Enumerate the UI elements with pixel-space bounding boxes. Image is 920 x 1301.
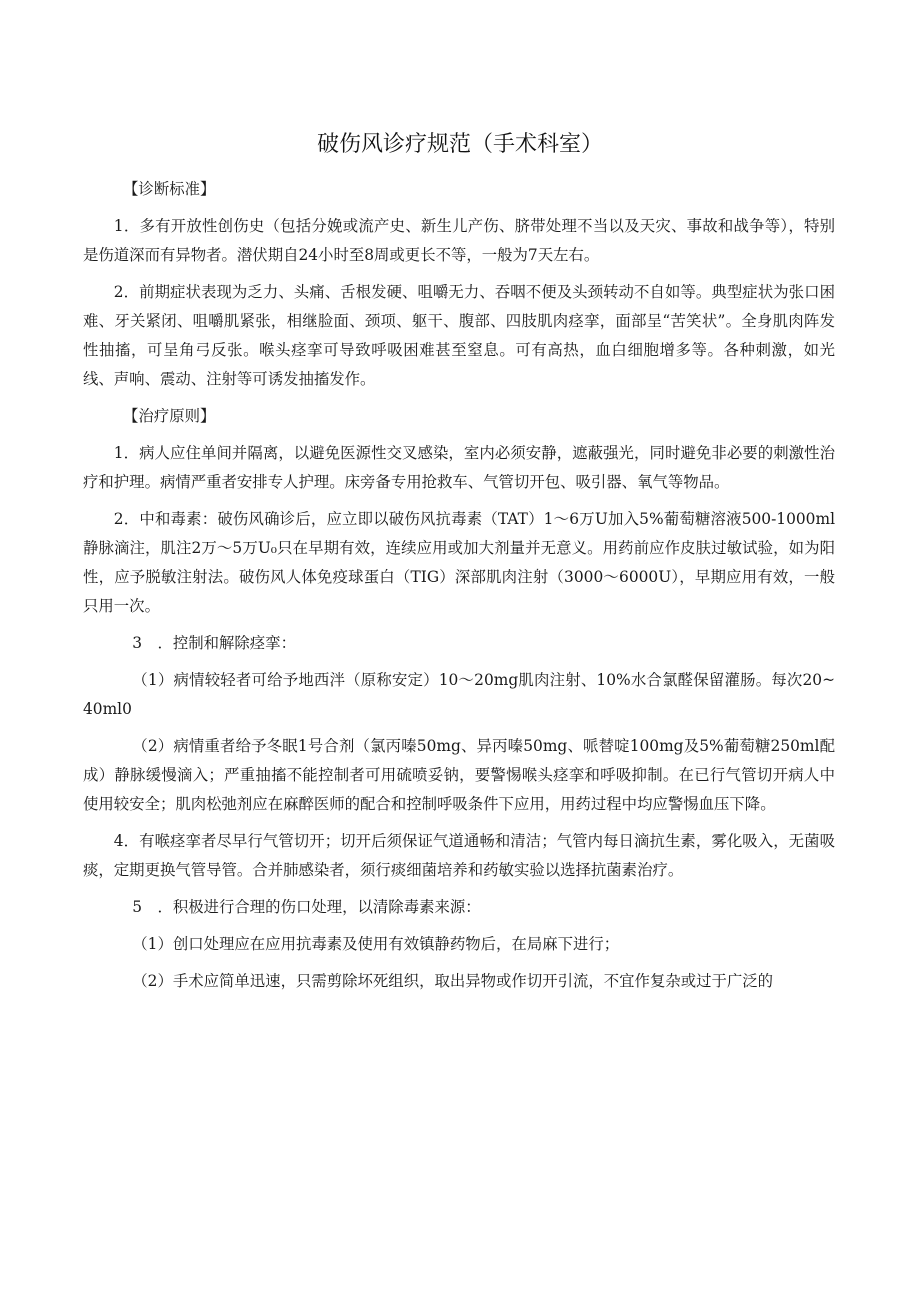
paragraph: （1）创口处理应在应用抗毒素及使用有效镇静药物后，在局麻下进行； xyxy=(132,935,620,953)
paragraph: 1．多有开放性创伤史（包括分娩或流产史、新生儿产伤、脐带处理不当以及天灾、事故和战争等），特别是伤道深而有异物者。潜伏期自24小时至8周或更长不等，一般为7天左右。 xyxy=(83,217,835,264)
document-body xyxy=(83,175,835,1004)
section-heading-treatment: 【治疗原则】 xyxy=(123,407,216,425)
paragraph: （2）病情重者给予冬眠1号合剂（氯丙嗪50mg、异丙嗪50mg、哌替啶100mg及5%葡萄糖250ml配成）静脉缓慢滴入；严重抽搐不能控制者可用硫喷妥钠，要警惕喉头痉挛和呼吸抑制。在已行气管切开病人中使用较安全；肌肉松弛剂应在麻醉医师的配合和控制呼吸条件下应用，用药过程中均应警惕血压下降。 xyxy=(83,737,835,813)
paragraph: 4．有喉痉挛者尽早行气管切开；切开后须保证气道通畅和清洁；气管内每日滴抗生素，雾化吸入，无菌吸痰，定期更换气管导管。合并肺感染者，须行痰细菌培养和药敏实验以选择抗菌素治疗。 xyxy=(83,832,835,879)
paragraph: （2）手术应简单迅速，只需剪除坏死组织，取出异物或作切开引流，不宜作复杂或过于广泛的 xyxy=(132,972,774,990)
paragraph: 1．病人应住单间并隔离，以避免医源性交叉感染，室内必须安静，遮蔽强光，同时避免非必要的刺激性治疗和护理。病情严重者安排专人护理。床旁备专用抢救车、气管切开包、吸引器、氧气等物品。 xyxy=(83,444,835,491)
page-title: 破伤风诊疗规范（手术科室） xyxy=(316,132,603,157)
paragraph: （1）病情较轻者可给予地西泮（原称安定）10～20mg肌肉注射、10%水合氯醛保留灌肠。每次20~40ml0 xyxy=(83,671,835,718)
paragraph: 5 ．积极进行合理的伤口处理，以清除毒素来源： xyxy=(132,898,481,916)
paragraph: 2．中和毒素：破伤风确诊后，应立即以破伤风抗毒素（TAT）1～6万U加入5%葡萄糖溶液500-1000ml静脉滴注，肌注2万～5万U₀只在早期有效，连续应用或加大剂量并无意义。用药前应作皮肤过敏试验，如为阳性，应予脱敏注射法。破伤风人体免疫球蛋白（TIG）深部肌肉注射（3000～6000U），早期应用有效，一般只用一次。 xyxy=(83,510,835,615)
paragraph: 2．前期症状表现为乏力、头痛、舌根发硬、咀嚼无力、吞咽不便及头颈转动不自如等。典型症状为张口困难、牙关紧闭、咀嚼肌紧张，相继脸面、颈项、躯干、腹部、四肢肌肉痉挛，面部呈“苦笑状”。全身肌肉阵发性抽搐，可呈角弓反张。喉头痉挛可导致呼吸困难甚至窒息。可有高热，血白细胞增多等。各种刺激，如光线、声响、震动、注射等可诱发抽搐发作。 xyxy=(83,283,835,388)
section-heading-diagnosis: 【诊断标准】 xyxy=(123,180,216,198)
paragraph: 3 ．控制和解除痉挛： xyxy=(132,634,296,652)
